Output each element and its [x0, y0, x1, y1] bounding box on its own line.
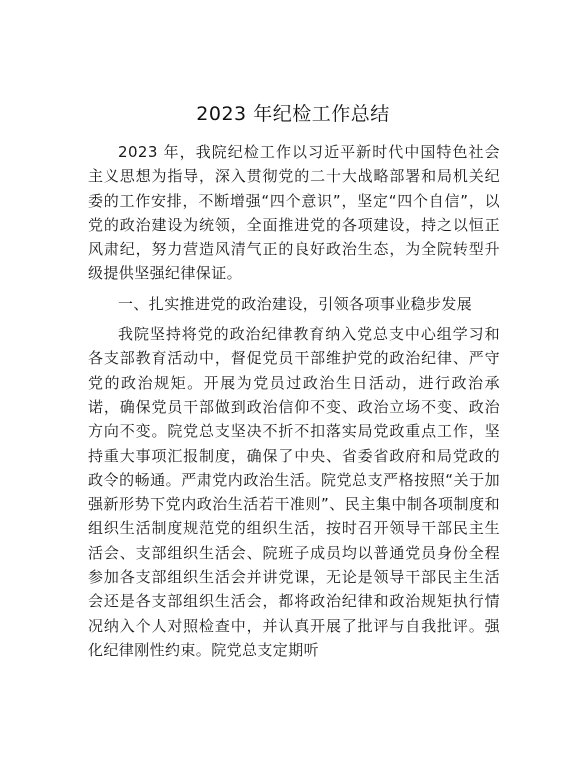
intro-paragraph: 2023 年，我院纪检工作以习近平新时代中国特色社会主义思想为指导，深入贯彻党的二十大战略部署和局机关纪委的工作安排，不断增强“四个意识”，坚定“四个自信”，以党的政治建设为统领，全面推进党的各项建设，持之以恒正风肃纪，努力营造风清气正的良好政治生态，为全院转型升级提供坚强纪律保证。: [88, 143, 500, 283]
section-paragraph: 我院坚持将党的政治纪律教育纳入党总支中心组学习和各支部教育活动中，督促党员干部维护党的政治纪律、严守党的政治规矩。开展为党员过政治生日活动，进行政治承诺，确保党员干部做到政治信仰不变、政治立场不变、政治方向不变。院党总支坚决不折不扣落实局党政重点工作，坚持重大事项汇报制度，确保了中央、省委省政府和局党政的政令的畅通。严肃党内政治生活。院党总支严格按照“关于加强新形势下党内政治生活若干准则”、民主集中制各项制度和组织生活制度规范党的组织生活，按时召开领导干部民主生活会、支部组织生活会、院班子成员均以普通党员身份全程参加各支部组织生活会并讲党课，无论是领导干部民主生活会还是各支部组织生活会，都将政治纪律和政治规矩执行情况纳入个人对照检查中，并认真开展了批评与自我批评。强化纪律刚性约束。院党总支定期听: [88, 325, 500, 659]
document-title: 2023 年纪检工作总结: [196, 103, 390, 125]
document-body: [88, 140, 500, 662]
section-heading: 一、扎实推进党的政治建设，引领各项事业稳步发展: [118, 294, 473, 313]
